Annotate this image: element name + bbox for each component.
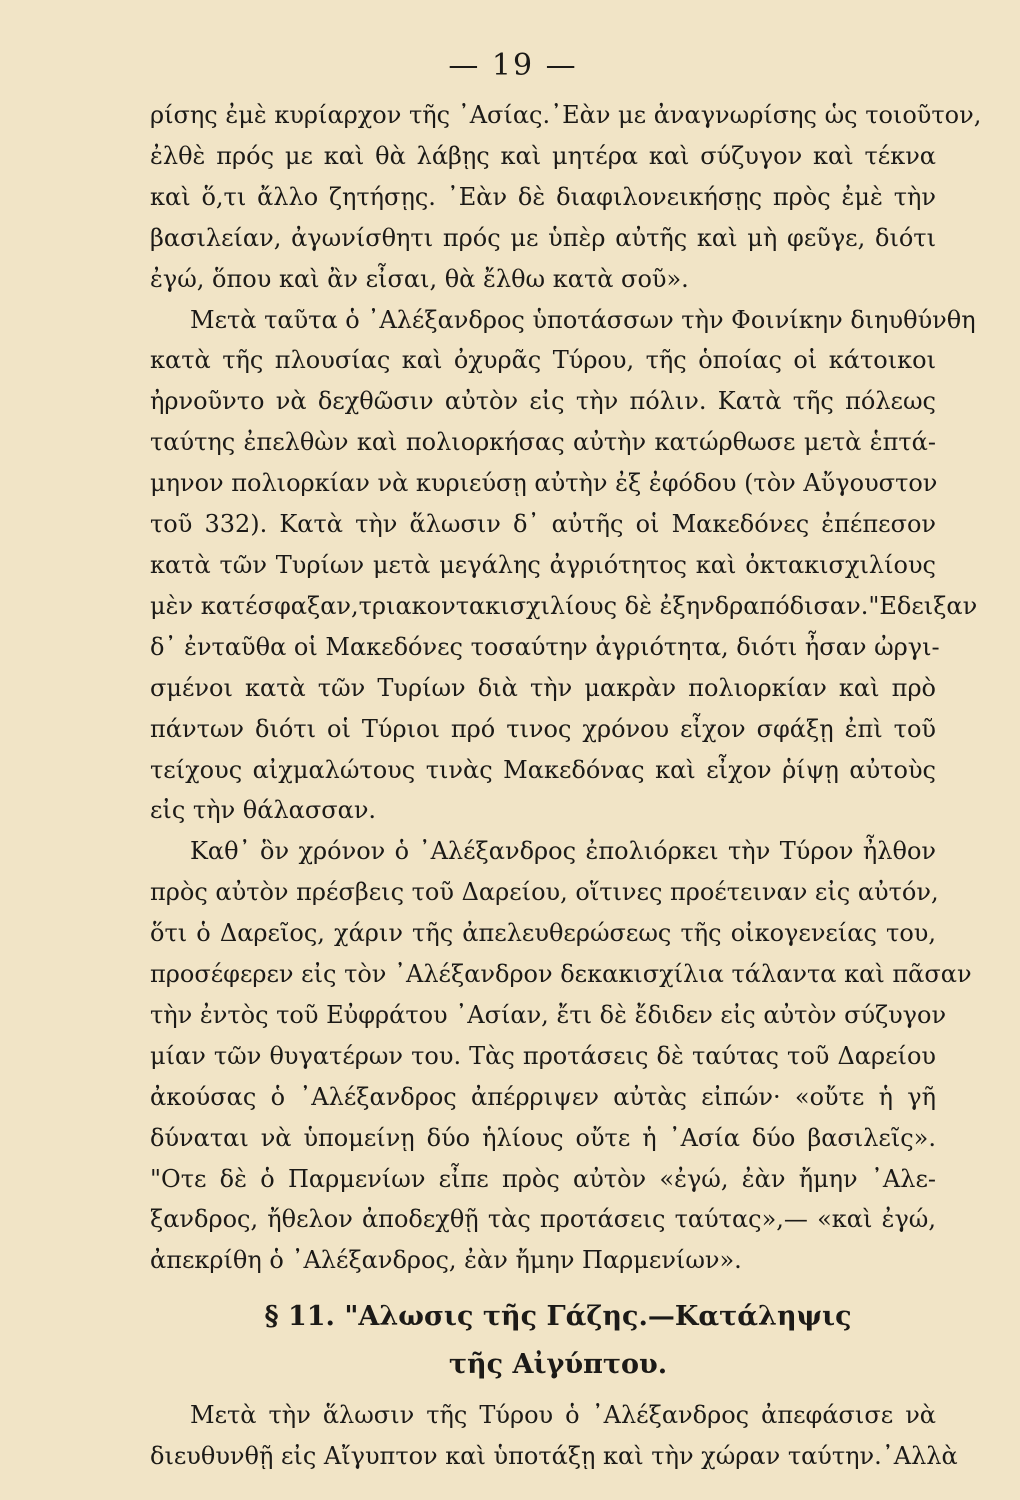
text-line: τοῦ 332). Κατὰ τὴν ἅλωσιν δ᾿ αὐτῆς οἱ Μακεδόνες ἐπέπεσον: [150, 510, 936, 539]
text-line: εἰς τὴν θάλασσαν.: [150, 796, 377, 825]
paragraph: [150, 831, 972, 1281]
text-line: ἠρνοῦντο νὰ δεχθῶσιν αὐτὸν εἰς τὴν πόλιν. Κατὰ τῆς πόλεως: [150, 387, 936, 416]
text-line: Μετὰ ταῦτα ὁ ᾿Αλέξανδρος ὑποτάσσων τὴν Φοινίκην διηυθύνθη: [190, 305, 976, 334]
text-line: προσέφερεν εἰς τὸν ᾿Αλέξανδρον δεκακισχίλια τάλαντα καὶ πᾶσαν: [150, 960, 972, 989]
text-line: ρίσης ἐμὲ κυρίαρχον τῆς ᾿Ασίας.᾿Εὰν με ἀναγνωρίσης ὡς τοιοῦτον,: [150, 101, 982, 129]
text-line: μὲν κατέσφαξαν,τριακοντακισχιλίους δὲ ἐξηνδραπόδισαν."Εδειξαν: [150, 591, 978, 620]
text-line: διευθυνθῇ εἰς Αἴγυπτον καὶ ὑποτάξῃ καὶ τὴν χώραν ταύτην.᾿Αλλὰ: [150, 1442, 958, 1471]
text-line: τείχους αἰχμαλώτους τινὰς Μακεδόνας καὶ εἶχον ῥίψῃ αὐτοὺς: [150, 755, 936, 784]
text-line: δύναται νὰ ὑπομείνῃ δύο ἡλίους οὔτε ἡ ᾿Ασία δύο βασιλεῖς».: [150, 1123, 936, 1152]
text-line: δ᾿ ἐνταῦθα οἱ Μακεδόνες τοσαύτην ἀγριότητα, διότι ἦσαν ὠργι-: [150, 632, 940, 661]
text-line: Μετὰ τὴν ἅλωσιν τῆς Τύρου ὁ ᾿Αλέξανδρος ἀπεφάσισε νὰ: [190, 1401, 936, 1430]
text-line: μηνον πολιορκίαν νὰ κυριεύσῃ αὐτὴν ἐξ ἐφόδου (τὸν Αὔγουστον: [150, 469, 938, 498]
text-line: ἀπεκρίθη ὁ ᾿Αλέξανδρος, ἐὰν ἤμην Παρμενίων».: [150, 1246, 742, 1275]
text-line: σμένοι κατὰ τῶν Τυρίων διὰ τὴν μακρὰν πολιορκίαν καὶ πρὸ: [150, 673, 936, 702]
section-heading-continued: τῆς Αἰγύπτου.: [448, 1349, 668, 1381]
text-line: "Οτε δὲ ὁ Παρμενίων εἶπε πρὸς αὐτὸν «ἐγώ, ἐὰν ἤμην ᾿Αλε-: [150, 1164, 936, 1193]
text-line: κατὰ τῶν Τυρίων μετὰ μεγάλης ἀγριότητος καὶ ὀκτακισχιλίους: [150, 550, 936, 579]
text-line: μίαν τῶν θυγατέρων του. Τὰς προτάσεις δὲ ταύτας τοῦ Δαρείου: [150, 1041, 936, 1070]
section-heading: § 11. "Αλωσις τῆς Γάζης.—Κατάληψις: [264, 1301, 852, 1333]
text-line: κατὰ τῆς πλουσίας καὶ ὀχυρᾶς Τύρου, τῆς ὁποίας οἱ κάτοικοι: [150, 346, 936, 375]
text-line: ἐλθὲ πρός με καὶ θὰ λάβῃς καὶ μητέρα καὶ σύζυγον καὶ τέκνα: [150, 141, 936, 170]
text-line: ξανδρος, ἤθελον ἀποδεχθῇ τὰς προτάσεις ταύτας»,— «καὶ ἐγώ,: [150, 1205, 936, 1234]
text-line: ἐγώ, ὅπου καὶ ἂν εἶσαι, θὰ ἔλθω κατὰ σοῦ».: [150, 264, 689, 293]
text-line: καὶ ὅ,τι ἄλλο ζητήσῃς. ᾿Εὰν δὲ διαφιλονεικήσῃς πρὸς ἐμὲ τὴν: [150, 182, 936, 211]
text-line: ταύτης ἐπελθὼν καὶ πολιορκήσας αὐτὴν κατώρθωσε μετὰ ἑπτά-: [150, 428, 936, 457]
page-number: — 19 —: [448, 48, 578, 83]
text-line: ἀκούσας ὁ ᾿Αλέξανδρος ἀπέρριψεν αὐτὰς εἰπών· «οὔτε ἡ γῆ: [150, 1082, 936, 1111]
text-line: τὴν ἐντὸς τοῦ Εὐφράτου ᾿Ασίαν, ἔτι δὲ ἔδιδεν εἰς αὐτὸν σύζυγον: [150, 1000, 947, 1029]
paragraph: [150, 95, 982, 300]
paragraph: [150, 300, 978, 832]
text-line: Καθ᾿ ὃν χρόνον ὁ ᾿Αλέξανδρος ἐπολιόρκει τὴν Τύρον ἦλθον: [190, 837, 936, 866]
paragraph: [150, 1395, 958, 1477]
text-line: πρὸς αὐτὸν πρέσβεις τοῦ Δαρείου, οἵτινες προέτειναν εἰς αὐτόν,: [150, 878, 939, 907]
text-line: πάντων διότι οἱ Τύριοι πρό τινος χρόνου εἶχον σφάξῃ ἐπὶ τοῦ: [150, 714, 936, 743]
text-line: ὅτι ὁ Δαρεῖος, χάριν τῆς ἀπελευθερώσεως τῆς οἰκογενείας του,: [150, 919, 936, 948]
text-line: βασιλείαν, ἀγωνίσθητι πρός με ὑπὲρ αὐτῆς καὶ μὴ φεῦγε, διότι: [150, 223, 936, 252]
